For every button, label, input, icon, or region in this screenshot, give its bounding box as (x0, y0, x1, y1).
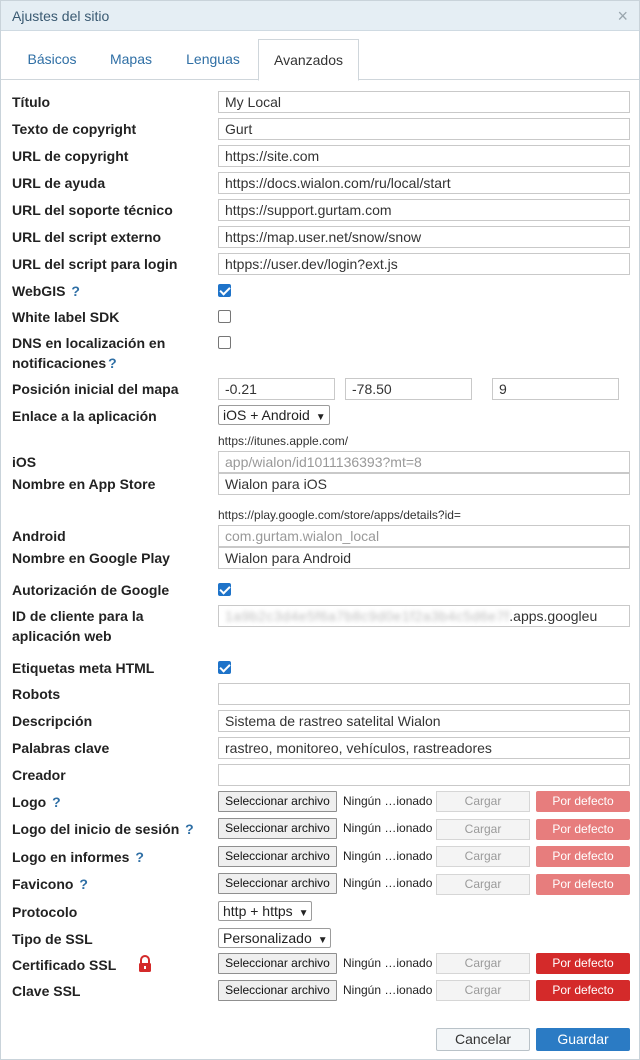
login-logo-file-status: Ningún …ionado (343, 821, 433, 835)
client-id-input[interactable] (218, 605, 630, 627)
robots-label: Robots (12, 686, 61, 702)
copyright-url-label: URL de copyright (12, 148, 129, 164)
ios-input[interactable]: app/wialon/id1011136393?mt=8 (218, 451, 630, 473)
creator-input[interactable] (218, 764, 630, 786)
client-id-hidden: 1a9b2c3d4e5f6a7b8c9d0e1f2a3b4c5d6e7f (225, 608, 510, 624)
chevron-down-icon: ▼ (317, 935, 328, 946)
logo-file-status: Ningún …ionado (343, 794, 433, 808)
report-logo-label-text: Logo en informes (12, 849, 130, 865)
keywords-input[interactable]: rastreo, monitoreo, vehículos, rastreadores (218, 737, 630, 759)
ssl-cert-select-file-button[interactable]: Seleccionar archivo (218, 953, 337, 974)
login-logo-select-file-button[interactable]: Seleccionar archivo (218, 818, 337, 839)
google-auth-label: Autorización de Google (12, 582, 170, 598)
white-label-checkbox[interactable] (218, 310, 231, 323)
tab-advanced[interactable]: Avanzados (258, 39, 359, 81)
title-input[interactable]: My Local (218, 91, 630, 113)
login-logo-load-button[interactable]: Cargar (436, 819, 530, 840)
lock-icon (137, 955, 153, 976)
ext-script-input[interactable]: https://map.user.net/snow/snow (218, 226, 630, 248)
ssl-key-load-button[interactable]: Cargar (436, 980, 530, 1001)
android-prefix: https://play.google.com/store/apps/details?id= (218, 508, 461, 522)
dialog-titlebar (1, 1, 639, 31)
save-button[interactable]: Guardar (536, 1028, 630, 1051)
login-script-label: URL del script para login (12, 256, 178, 272)
help-url-input[interactable]: https://docs.wialon.com/ru/local/start (218, 172, 630, 194)
copyright-text-input[interactable]: Gurt (218, 118, 630, 140)
keywords-label: Palabras clave (12, 740, 110, 756)
report-logo-file-status: Ningún …ionado (343, 849, 433, 863)
copyright-url-input[interactable]: https://site.com (218, 145, 630, 167)
tab-basic[interactable]: Básicos (27, 51, 77, 67)
help-icon[interactable]: ? (108, 355, 117, 371)
ssl-cert-default-button[interactable]: Por defecto (536, 953, 630, 974)
favicon-file-status: Ningún …ionado (343, 876, 433, 890)
client-id-label-line1: ID de cliente para la (12, 608, 144, 624)
ssl-type-value: Personalizado (223, 930, 312, 946)
chevron-down-icon: ▼ (298, 908, 309, 919)
webgis-label-text: WebGIS (12, 283, 66, 299)
ssl-cert-file-status: Ningún …ionado (343, 956, 433, 970)
creator-label: Creador (12, 767, 66, 783)
android-label: Android (12, 528, 66, 544)
gplay-name-input[interactable]: Wialon para Android (218, 547, 630, 569)
dns-label-line2 (12, 353, 117, 373)
app-link-label: Enlace a la aplicación (12, 408, 157, 424)
dns-label-line1: DNS en localización en (12, 335, 166, 351)
ssl-key-default-button[interactable]: Por defecto (536, 980, 630, 1001)
login-logo-label (12, 819, 194, 839)
cancel-button[interactable]: Cancelar (436, 1028, 530, 1051)
dns-label-text: notificaciones (12, 355, 107, 371)
client-id-suffix: .apps.googleu (509, 608, 598, 624)
map-zoom-input[interactable]: 9 (492, 378, 619, 400)
favicon-default-button[interactable]: Por defecto (536, 874, 630, 895)
gplay-name-label: Nombre en Google Play (12, 550, 170, 566)
ssl-cert-load-button[interactable]: Cargar (436, 953, 530, 974)
help-icon[interactable]: ? (135, 849, 144, 865)
report-logo-default-button[interactable]: Por defecto (536, 846, 630, 867)
meta-tags-checkbox[interactable] (218, 661, 231, 674)
ios-label: iOS (12, 454, 37, 470)
copyright-text-label: Texto de copyright (12, 121, 137, 137)
help-icon[interactable]: ? (185, 821, 194, 837)
tab-maps[interactable]: Mapas (109, 51, 153, 67)
ext-script-label: URL del script externo (12, 229, 162, 245)
favicon-select-file-button[interactable]: Seleccionar archivo (218, 873, 337, 894)
favicon-label (12, 874, 88, 894)
help-icon[interactable]: ? (52, 794, 61, 810)
ssl-type-select[interactable] (218, 928, 331, 948)
ssl-cert-label: Certificado SSL (12, 957, 117, 973)
help-url-label: URL de ayuda (12, 175, 106, 191)
description-label: Descripción (12, 713, 93, 729)
report-logo-label (12, 847, 144, 867)
logo-load-button[interactable]: Cargar (436, 791, 530, 812)
webgis-checkbox[interactable] (218, 284, 231, 297)
report-logo-load-button[interactable]: Cargar (436, 846, 530, 867)
ssl-key-file-status: Ningún …ionado (343, 983, 433, 997)
protocol-value: http + https (223, 903, 293, 919)
favicon-load-button[interactable]: Cargar (436, 874, 530, 895)
login-script-input[interactable]: htpps://user.dev/login?ext.js (218, 253, 630, 275)
report-logo-select-file-button[interactable]: Seleccionar archivo (218, 846, 337, 867)
ssl-type-label: Tipo de SSL (12, 931, 93, 947)
protocol-label: Protocolo (12, 904, 78, 920)
support-url-label: URL del soporte técnico (12, 202, 173, 218)
app-link-value: iOS + Android (223, 407, 310, 423)
login-logo-label-text: Logo del inicio de sesión (12, 821, 180, 837)
map-lat-input[interactable]: -0.21 (218, 378, 335, 400)
title-label: Título (12, 94, 51, 110)
login-logo-default-button[interactable]: Por defecto (536, 819, 630, 840)
ios-prefix: https://itunes.apple.com/ (218, 434, 349, 448)
logo-label-text: Logo (12, 794, 47, 810)
ssl-key-select-file-button[interactable]: Seleccionar archivo (218, 980, 337, 1001)
android-input[interactable]: com.gurtam.wialon_local (218, 525, 630, 547)
tab-languages[interactable]: Lenguas (186, 51, 240, 67)
tab-bar (1, 39, 639, 80)
google-auth-checkbox[interactable] (218, 583, 231, 596)
support-url-input[interactable]: https://support.gurtam.com (218, 199, 630, 221)
help-icon[interactable]: ? (71, 283, 80, 299)
map-position-label: Posición inicial del mapa (12, 381, 179, 397)
appstore-name-label: Nombre en App Store (12, 476, 156, 492)
robots-input[interactable] (218, 683, 630, 705)
logo-select-file-button[interactable]: Seleccionar archivo (218, 791, 337, 812)
webgis-label (12, 281, 80, 301)
help-icon[interactable]: ? (79, 876, 88, 892)
dialog-title: Ajustes del sitio (12, 7, 110, 24)
close-icon[interactable]: × (617, 5, 628, 26)
dns-checkbox[interactable] (218, 336, 231, 349)
logo-label (12, 792, 61, 812)
map-lon-input[interactable]: -78.50 (345, 378, 472, 400)
app-link-select[interactable] (218, 405, 330, 425)
logo-default-button[interactable]: Por defecto (536, 791, 630, 812)
chevron-down-icon: ▼ (315, 412, 326, 423)
white-label-label: White label SDK (12, 309, 120, 325)
favicon-label-text: Favicono (12, 876, 74, 892)
meta-tags-label: Etiquetas meta HTML (12, 660, 155, 676)
ssl-key-label: Clave SSL (12, 983, 81, 999)
client-id-label-line2: aplicación web (12, 628, 112, 644)
description-input[interactable]: Sistema de rastreo satelital Wialon (218, 710, 630, 732)
appstore-name-input[interactable]: Wialon para iOS (218, 473, 630, 495)
protocol-select[interactable] (218, 901, 312, 921)
